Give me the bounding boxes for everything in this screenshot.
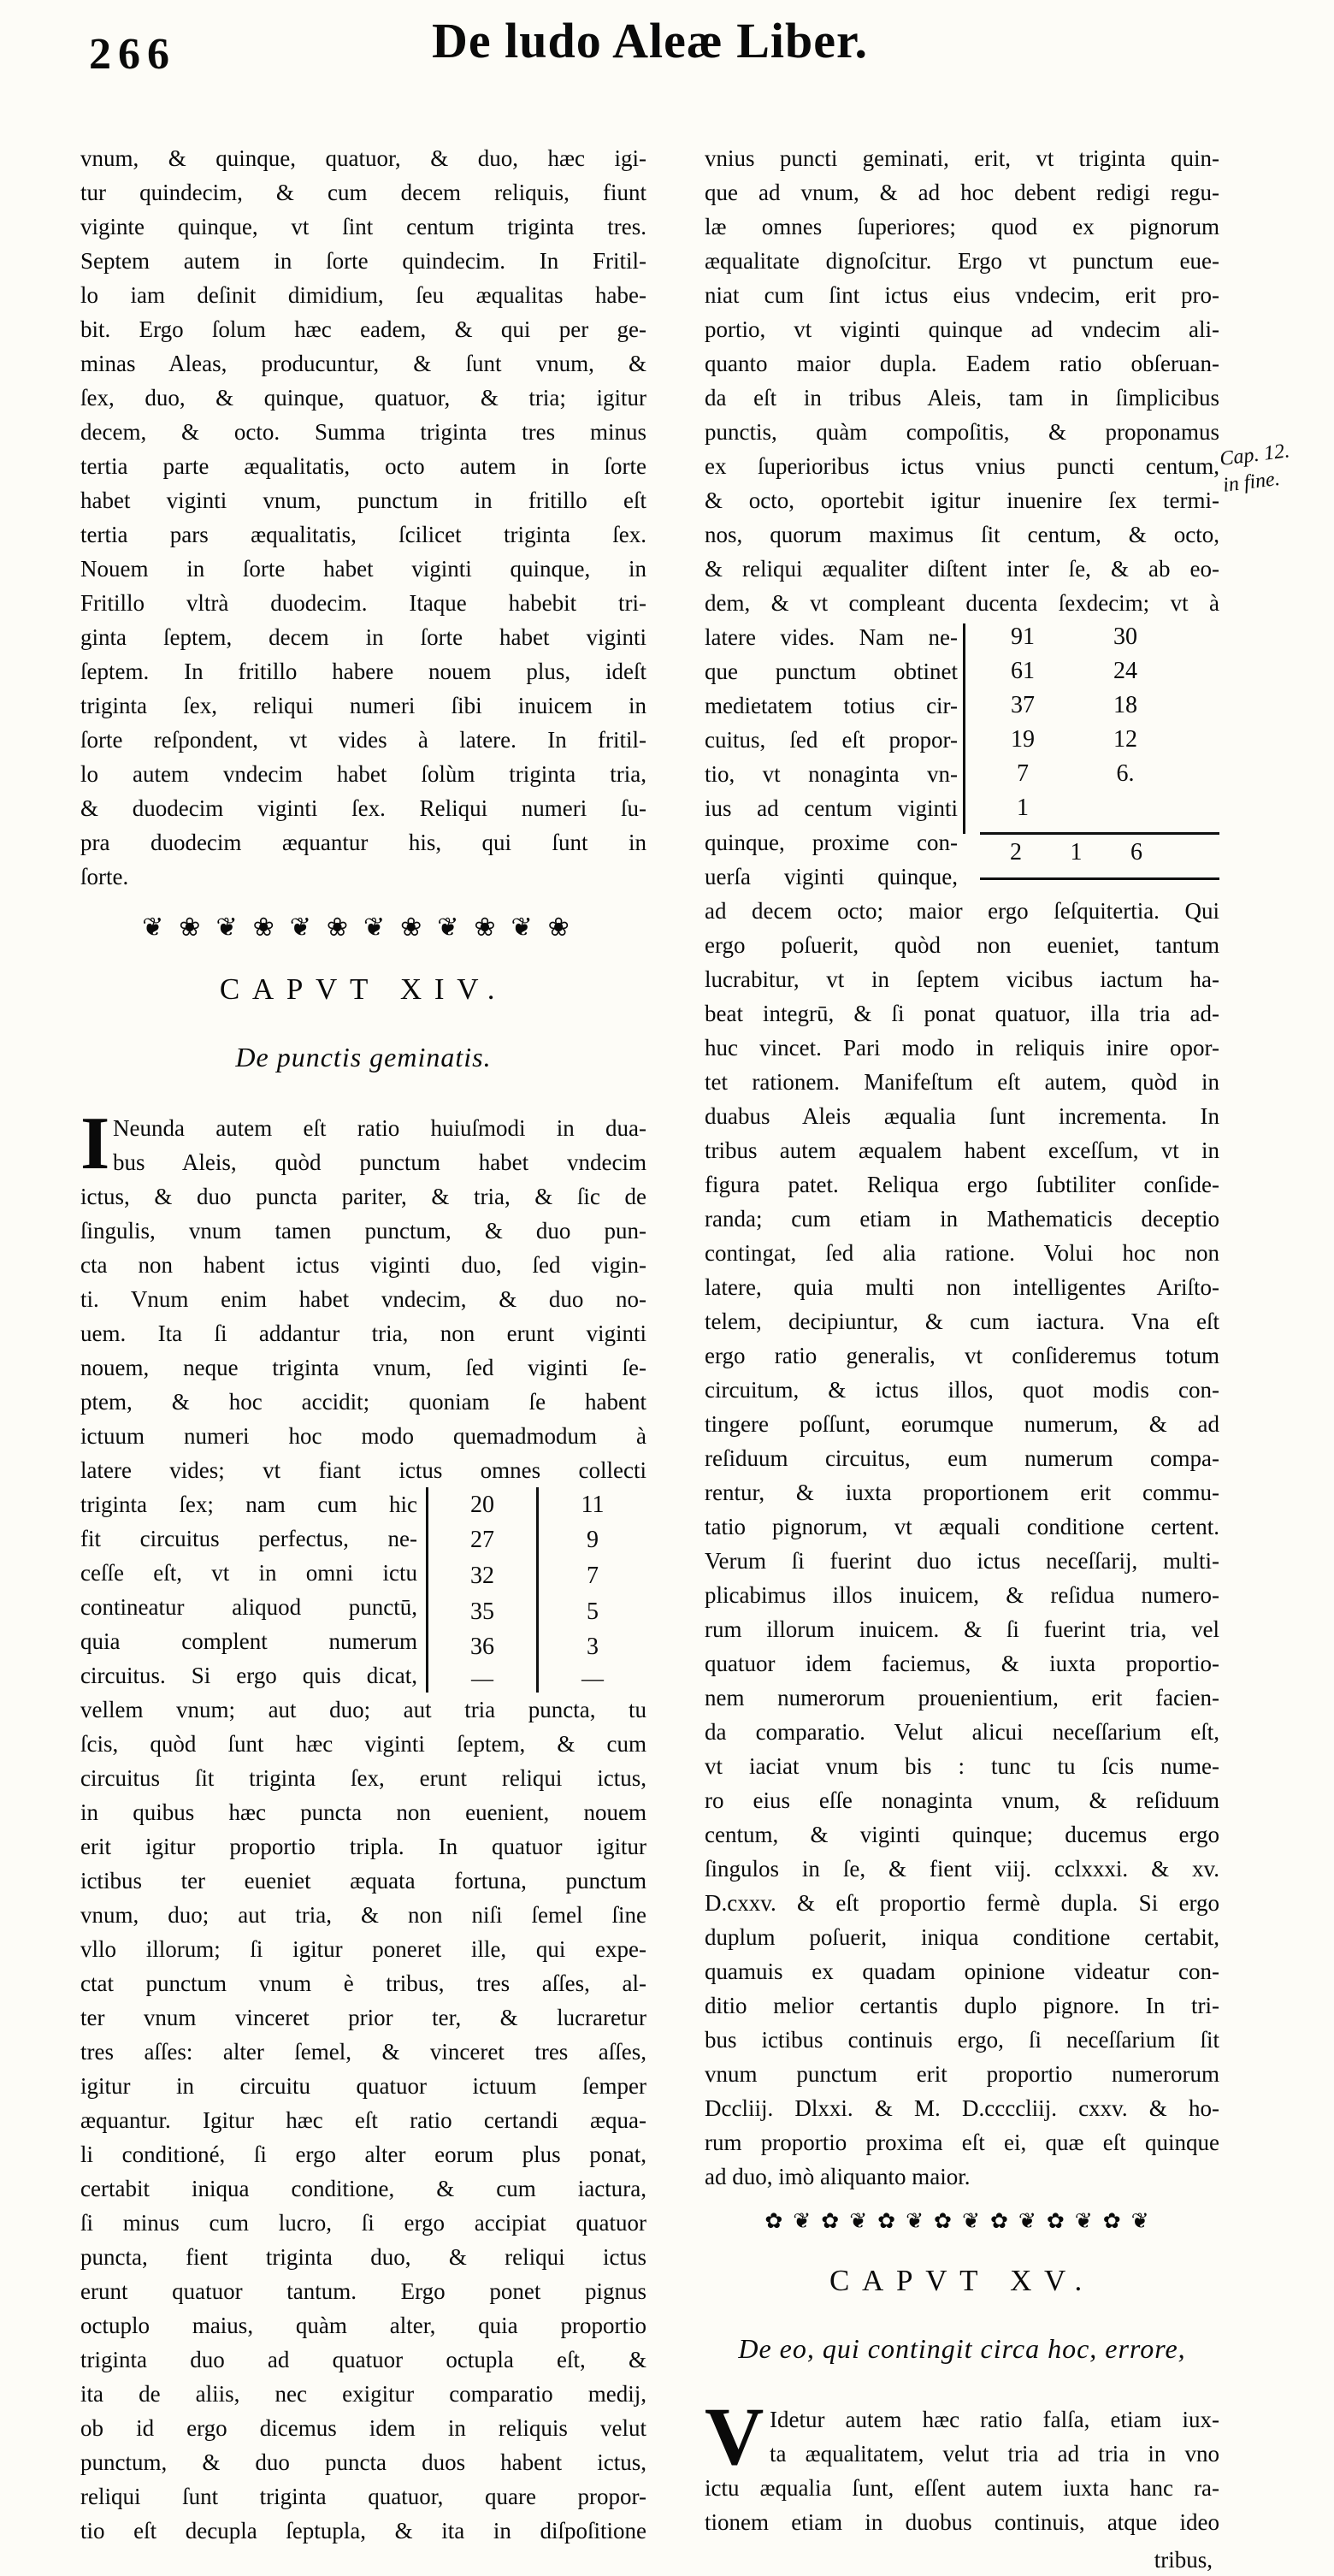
table-row xyxy=(980,791,1219,825)
text-line: & octo, oportebit igitur inuenire ſex termi- xyxy=(705,487,1219,513)
text-line: randa; cum etiam in Mathematicis deceptio xyxy=(705,1206,1219,1232)
text-line: erunt quatuor tantum. Ergo ponet pignus xyxy=(80,2278,646,2304)
text-line: Idetur autem hæc ratio falſa, etiam iux- xyxy=(770,2407,1219,2432)
text-line: Septem autem in ſorte quindecim. In Fritil- xyxy=(80,248,646,274)
text-line: ictu æqualia ſunt, eſſent autem iuxta hanc ra- xyxy=(705,2475,1219,2501)
text-line: rum proportio proxima eſt ei, quæ eſt quinque xyxy=(705,2130,1219,2155)
text-line: puncta, fient triginta duo, & reliqui ictus xyxy=(80,2244,646,2270)
table-value: 1 xyxy=(1070,839,1083,866)
text-line: ictibus ter eueniet æquata fortuna, punctum xyxy=(80,1868,646,1894)
text-line: tingere poſſunt, eorumque numerum, & ad xyxy=(705,1411,1219,1437)
text-line: ius ad centum viginti xyxy=(705,795,958,821)
table-value: 19 xyxy=(1011,726,1035,753)
text-line: niat cum ſint ictus eius vndecim, erit pro- xyxy=(705,282,1219,308)
text-line: telem, decipiuntur, & cum iactura. Vna eſt xyxy=(705,1309,1219,1334)
text-line: da comparatio. Velut alicui neceſſarium eſt, xyxy=(705,1719,1219,1745)
text-line: beat integrū, & ſi ponat quatuor, illa tria ad- xyxy=(705,1001,1219,1026)
text-line: uerſa viginti quinque, xyxy=(705,864,958,889)
text-line: ſingulos in ſe, & fient viij. cclxxxi. & xv. xyxy=(705,1856,1219,1882)
text-line: contineatur aliquod punctū, xyxy=(80,1594,417,1620)
paragraph-continuation xyxy=(80,141,646,894)
text-line: ictus, & duo puncta pariter, & tria, & ſic de xyxy=(80,1184,646,1209)
chapter15-heading: CAPVT XV. xyxy=(829,2264,1095,2297)
text-line: ta æqualitatem, velut tria ad tria in vno xyxy=(770,2441,1219,2467)
text-line: ti. Vnum enim habet vndecim, & duo no- xyxy=(80,1286,646,1312)
text-line: tionem etiam in duobus continuis, atque ideo xyxy=(705,2509,1219,2535)
table-value: 32 xyxy=(470,1563,494,1590)
text-line: latere vides; vt fiant ictus omnes collecti xyxy=(80,1457,646,1483)
text-line: viginte quinque, vt ſint centum triginta tres. xyxy=(80,214,646,239)
text-line: tur quindecim, & cum decem reliquis, fiunt xyxy=(80,180,646,205)
table-row xyxy=(980,723,1219,757)
text-line: dem, & vt compleant ducenta ſexdecim; vt à xyxy=(705,590,1219,616)
catchword: tribus, xyxy=(1154,2547,1213,2573)
text-line: lucrabitur, vt in ſeptem vicibus iactum ha- xyxy=(705,966,1219,992)
text-line: portio, vt viginti quinque ad vndecim ali- xyxy=(705,316,1219,342)
text-line: reliqui ſunt triginta quatuor, quare propor- xyxy=(80,2484,646,2509)
text-line: ptem, & hoc accidit; quoniam ſe habent xyxy=(80,1389,646,1415)
right-paragraph-a xyxy=(705,141,1219,620)
text-line: cuitus, ſed eſt propor- xyxy=(705,727,958,753)
text-line: ſorte reſpondent, vt vides à latere. In fritil- xyxy=(80,727,646,753)
text-line: lo iam deſinit dimidium, ſeu æqualitas habe- xyxy=(80,282,646,308)
table-value xyxy=(1065,791,1185,825)
text-line: da eſt in tribus Aleis, tam in ſimplicibus xyxy=(705,385,1219,411)
text-line: plicabimus illos inuicem, & reſidua numero- xyxy=(705,1582,1219,1608)
text-line: circuitus ſit triginta ſex, erunt reliqui ictus, xyxy=(80,1765,646,1791)
table-column-fritillus xyxy=(536,1487,646,1693)
margin-note-line: Cap. 12. xyxy=(1218,440,1291,471)
table-sum-row xyxy=(980,835,1219,871)
text-line: D.cxxv. & eſt proportio fermè dupla. Si ergo xyxy=(705,1890,1219,1916)
text-line: circuitum, & ictus illos, quot modis con- xyxy=(705,1377,1219,1403)
text-line: fit circuitus perfectus, ne- xyxy=(80,1526,417,1551)
right-paragraph-b xyxy=(705,894,1219,2194)
text-line: pra duodecim æquantur his, qui ſunt in xyxy=(80,830,646,855)
table-rule-dash: — xyxy=(471,1666,493,1692)
text-line: quinque, proxime con- xyxy=(705,830,958,855)
text-line: Fritillo vltrà duodecim. Itaque habebit tri- xyxy=(80,590,646,616)
text-line: triginta ſex, reliqui numeri ſibi inuicem in xyxy=(80,693,646,718)
text-line: tertia parte æqualitatis, octo autem in ſorte xyxy=(80,453,646,479)
text-line: latere, quia multi non intelligentes Ariſto- xyxy=(705,1274,1219,1300)
table-value: 6. xyxy=(1116,760,1135,787)
text-line: Verum ſi fuerint duo ictus neceſſarij, multi- xyxy=(705,1548,1219,1574)
text-line: ſingulis, vnum tamen punctum, & duo pun- xyxy=(80,1218,646,1244)
table-value: 12 xyxy=(1113,726,1137,753)
table-row xyxy=(980,757,1219,791)
text-line: figura patet. Reliqua ergo ſubtiliter conſide- xyxy=(705,1172,1219,1197)
text-line: quamuis ex quadam opinione videatur con- xyxy=(705,1959,1219,1984)
text-line: ſcis, quòd ſunt hæc viginti ſeptem, & cum xyxy=(80,1731,646,1757)
text-line: bus ictibus continuis ergo, ſi neceſſarium ſit xyxy=(705,2027,1219,2053)
text-line: vnius puncti geminati, erit, vt triginta quin- xyxy=(705,145,1219,171)
text-line: ergo ratio generalis, vt conſideremus totum xyxy=(705,1343,1219,1368)
text-line: nouem, neque triginta vnum, ſed viginti ſe- xyxy=(80,1355,646,1380)
text-line: tio, vt nonaginta vn- xyxy=(705,761,958,787)
table-row xyxy=(980,654,1219,688)
text-line: vellem vnum; aut duo; aut tria puncta, tu xyxy=(80,1697,646,1722)
text-line: ter vnum vinceret prior ter, & lucraretur xyxy=(80,2005,646,2030)
table-row xyxy=(980,620,1219,654)
text-line: bus Aleis, quòd punctum habet vndecim xyxy=(113,1149,646,1175)
text-line: punctum, & duo puncta duos habent ictus, xyxy=(80,2449,646,2475)
text-line: in quibus hæc puncta non euenient, nouem xyxy=(80,1799,646,1825)
text-line: ceſſe eſt, vt in omni ictu xyxy=(80,1560,417,1586)
text-line: quanto maior dupla. Eadem ratio obſeruan- xyxy=(705,351,1219,376)
text-line: vllo illorum; ſi igitur poneret ille, qui expe- xyxy=(80,1936,646,1962)
text-line: que punctum obtinet xyxy=(705,659,958,684)
text-line: vnum, duo; aut tria, & non niſi ſemel ſine xyxy=(80,1902,646,1928)
text-line: ſex, duo, & quinque, quatuor, & tria; igitur xyxy=(80,385,646,411)
text-line: ictuum numeri hoc modo quemadmodum à xyxy=(80,1423,646,1449)
text-line: quia complent numerum xyxy=(80,1628,417,1654)
doublet-ictus-table xyxy=(426,1487,646,1693)
text-line: centum, & viginti quinque; ducemus ergo xyxy=(705,1822,1219,1847)
text-line: circuitus. Si ergo quis dicat, xyxy=(80,1663,417,1688)
table-value: 36 xyxy=(470,1634,494,1661)
text-line: tio eſt decupla ſeptupla, & ita in diſpoſitione xyxy=(80,2518,646,2544)
table-value: 30 xyxy=(1113,623,1137,650)
chapter15-subtitle: De eo, qui contingit circa hoc, errore, xyxy=(738,2333,1186,2364)
text-line: & reliqui æqualiter diſtent inter ſe, & ab eo- xyxy=(705,556,1219,582)
text-line: ſeptem. In fritillo habere nouem plus, ideſt xyxy=(80,659,646,684)
text-line: quatuor idem faciemus, & iuxta proportio- xyxy=(705,1651,1219,1676)
text-line: cta non habent ictus viginti duo, ſed vigin- xyxy=(80,1252,646,1278)
text-line: octuplo maius, quàm alter, quia proportio xyxy=(80,2313,646,2338)
table-value: 11 xyxy=(581,1491,605,1518)
text-line: certabit iniqua conditione, & cum iactura, xyxy=(80,2176,646,2201)
text-line: triginta duo ad quatuor octupla eſt, & xyxy=(80,2347,646,2372)
text-line: reſiduum circuitus, eum numerum compa- xyxy=(705,1445,1219,1471)
termini-table xyxy=(963,620,1219,894)
table-column-sors xyxy=(426,1487,536,1693)
text-line: Dccliij. Dlxxi. & M. D.ccccliij. cxxv. & ho- xyxy=(705,2095,1219,2121)
table-row xyxy=(980,688,1219,723)
table-value: 20 xyxy=(470,1491,494,1518)
ornament-divider: ❦❀❦❀❦❀❦❀❦❀❦❀ xyxy=(142,913,585,942)
table-value: 35 xyxy=(470,1598,494,1625)
table-rows xyxy=(980,620,1219,825)
text-line: que ad vnum, & ad hoc debent redigi regu- xyxy=(705,180,1219,205)
text-line: ergo poſuerit, quòd non eueniet, tantum xyxy=(705,932,1219,958)
table-value: 24 xyxy=(1113,658,1137,684)
text-line: tertia pars æqualitatis, ſcilicet triginta ſex. xyxy=(80,522,646,547)
text-line: ad decem octo; maior ergo ſeſquitertia. Qui xyxy=(705,898,1219,924)
text-line: erit igitur proportio tripla. In quatuor igitur xyxy=(80,1834,646,1859)
text-line: nos, quorum maximus ſit centum, & octo, xyxy=(705,522,1219,547)
ornament-divider: ✿❦✿❦✿❦✿❦✿❦✿❦✿❦ xyxy=(764,2208,1160,2233)
chapter14-subtitle: De punctis geminatis. xyxy=(235,1042,492,1072)
text-line: tribus autem æqualem habent exceſſum, vt in xyxy=(705,1137,1219,1163)
text-line: ctat punctum vnum è tribus, tres aſſes, al- xyxy=(80,1970,646,1996)
table-rule-horizontal xyxy=(980,877,1219,880)
chapter15-paragraph xyxy=(705,2390,1219,2539)
table-value: 27 xyxy=(470,1527,494,1554)
text-line: punctis, quàm compoſitis, & proponamus xyxy=(705,419,1219,445)
text-line: habet viginti vnum, punctum in fritillo eſt xyxy=(80,487,646,513)
table-value: 91 xyxy=(1011,623,1035,650)
table-value: 5 xyxy=(587,1598,599,1625)
table-rule-dash: — xyxy=(581,1666,604,1692)
margin-note xyxy=(1219,433,1334,499)
dropcap-initial: V xyxy=(705,2390,764,2482)
table-value: 61 xyxy=(1011,658,1035,684)
text-line: tatio pignorum, vt æquali conditione certent. xyxy=(705,1514,1219,1539)
text-line: vnum punctum erit proportio numerorum xyxy=(705,2061,1219,2087)
text-line: rentur, & iuxta proportionem erit commu- xyxy=(705,1480,1219,1505)
text-line: huc vincet. Pari modo in reliquis inire opor- xyxy=(705,1035,1219,1061)
text-line: ditio melior certantis duplo pignore. In tri- xyxy=(705,1993,1219,2018)
text-line: Neunda autem eſt ratio huiuſmodi in dua- xyxy=(113,1115,646,1141)
text-line: minas Aleas, producuntur, & ſunt vnum, & xyxy=(80,351,646,376)
table-value: 1 xyxy=(1017,795,1029,821)
text-line: latere vides. Nam ne- xyxy=(705,624,958,650)
chapter15-body xyxy=(705,2390,1219,2576)
text-line: igitur in circuitu quatuor ictuum ſemper xyxy=(80,2073,646,2099)
text-line: medietatem totius cir- xyxy=(705,693,958,718)
text-line: læ omnes ſuperiores; quod ex pignorum xyxy=(705,214,1219,239)
page-number: 266 xyxy=(89,30,176,79)
margin-note-line: in fine. xyxy=(1221,467,1282,497)
text-line: vt iaciat vnum bis : tunc tu ſcis nume- xyxy=(705,1753,1219,1779)
chapter14-body xyxy=(80,1102,646,2548)
text-line: tet rationem. Manifeſtum eſt autem, quòd in xyxy=(705,1069,1219,1095)
text-line: li conditioné, ſi ergo alter eorum plus ponat, xyxy=(80,2142,646,2167)
text-line: uem. Ita ſi addantur tria, non erunt viginti xyxy=(80,1320,646,1346)
text-line: contingat, ſed alia ratione. Volui hoc non xyxy=(705,1240,1219,1266)
table-rule-vertical xyxy=(963,623,965,834)
text-line: ginta ſeptem, decem in ſorte habet viginti xyxy=(80,624,646,650)
text-line: & duodecim viginti ſex. Reliqui numeri ſu- xyxy=(80,795,646,821)
text-line: ro eius eſſe nonaginta vnum, & reſiduum xyxy=(705,1787,1219,1813)
text-line: æquantur. Igitur hæc eſt ratio certandi æqua- xyxy=(80,2107,646,2133)
text-line: ad duo, imò aliquanto maior. xyxy=(705,2164,971,2189)
text-line: triginta ſex; nam cum hic xyxy=(80,1492,417,1517)
table-value: 3 xyxy=(587,1634,599,1661)
text-line: nem numerorum prouenientium, erit facien- xyxy=(705,1685,1219,1710)
chapter14-paragraph-b xyxy=(80,1693,646,2548)
text-line: decem, & octo. Summa triginta tres minus xyxy=(80,419,646,445)
text-line: ex ſuperioribus ictus vnius puncti centum, xyxy=(705,453,1219,479)
left-column xyxy=(80,141,646,2548)
right-column xyxy=(705,141,1219,2576)
table-value: 6 xyxy=(1130,839,1142,866)
text-line: duplum poſuerit, iniqua conditione certabit, xyxy=(705,1924,1219,1950)
text-line: lo autem vndecim habet ſolùm triginta tria, xyxy=(80,761,646,787)
text-line: ita de aliis, nec exigitur comparatio medij, xyxy=(80,2381,646,2407)
text-line: æqualitate dignoſcitur. Ergo vt punctum eue- xyxy=(705,248,1219,274)
table-value: 37 xyxy=(1011,692,1035,718)
text-line: vnum, & quinque, quatuor, & duo, hæc igi- xyxy=(80,145,646,171)
dropcap-initial: I xyxy=(80,1102,110,1185)
table-value: 9 xyxy=(587,1527,599,1554)
text-line: ob id ergo dicemus idem in reliquis velut xyxy=(80,2415,646,2441)
chapter14-paragraph-a xyxy=(80,1102,646,1487)
table-value: 7 xyxy=(587,1563,599,1590)
text-line: ſi minus cum lucro, ſi ergo accipiat quatuor xyxy=(80,2210,646,2236)
text-line: duabus Aleis æqualia ſunt incrementa. In xyxy=(705,1103,1219,1129)
running-title: De ludo Aleæ Liber. xyxy=(432,13,868,68)
table-value: 18 xyxy=(1113,692,1137,718)
text-line: rum illorum inuicem. & ſi fuerint tria, vel xyxy=(705,1616,1219,1642)
text-line: tres aſſes: alter ſemel, & vinceret tres aſſes, xyxy=(80,2039,646,2065)
text-line: Nouem in ſorte habet viginti quinque, in xyxy=(80,556,646,582)
text-line: ſorte. xyxy=(80,864,129,889)
table-value: 7 xyxy=(1017,760,1029,787)
chapter14-heading: CAPVT XIV. xyxy=(219,972,508,1006)
text-line: bit. Ergo ſolum hæc eadem, & qui per ge- xyxy=(80,316,646,342)
table-value: 2 xyxy=(1010,839,1022,866)
